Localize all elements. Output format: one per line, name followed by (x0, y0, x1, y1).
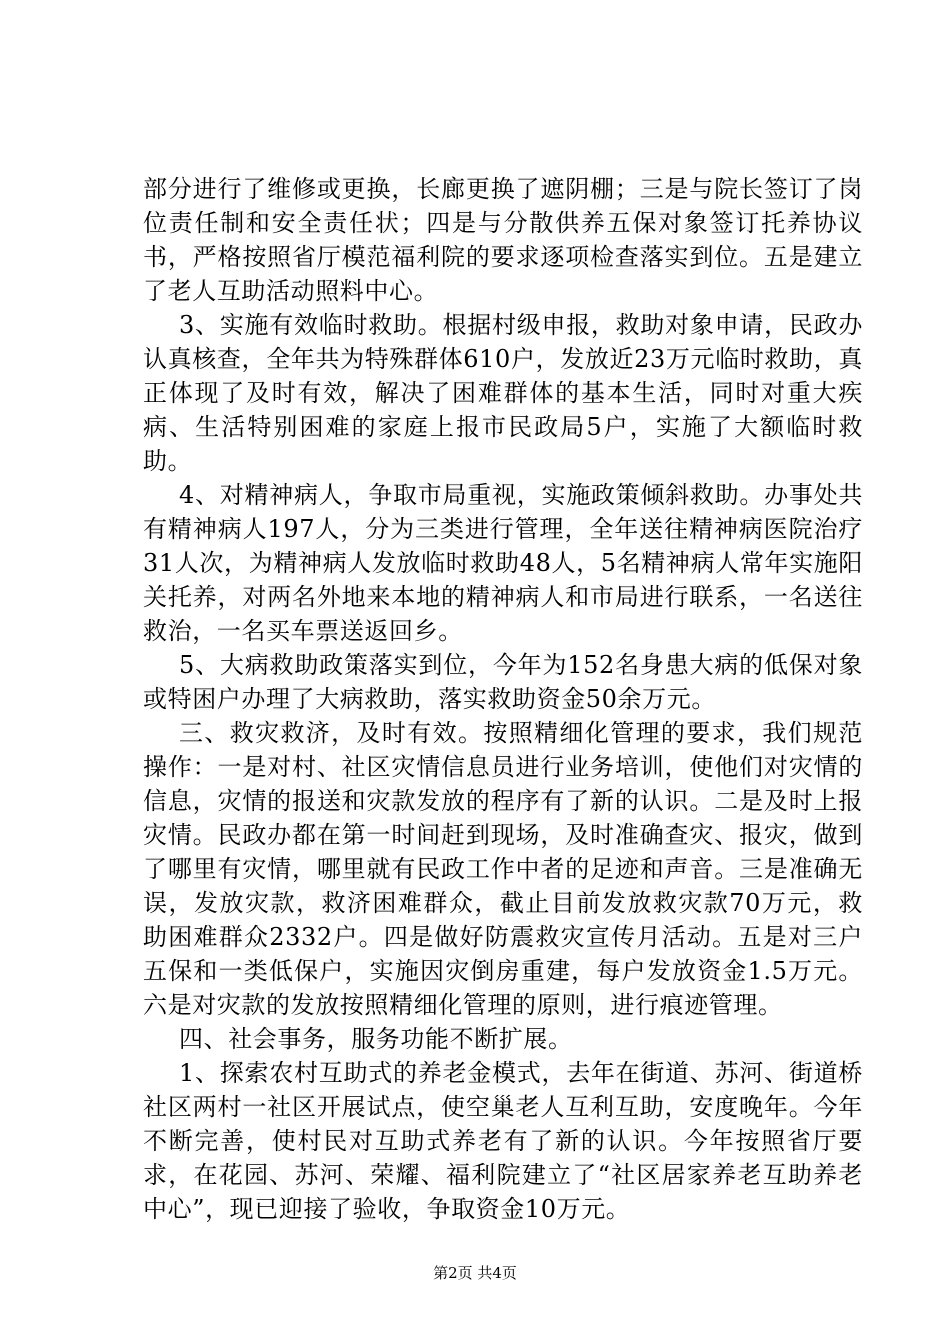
paragraph-mutual-aid-elderly-care: 1、探索农村互助式的养老金模式，去年在街道、苏河、街道桥社区两村一社区开展试点，使空巢老人互利互助，安度晚年。今年不断完善，使村民对互助式养老有了新的认识。今年按照省厅要求，在花园、苏河、荣耀、福利院建立了“社区居家养老互助养老中心”，现已迎接了验收，争取资金10万元。 (143, 1059, 863, 1223)
paragraph-continuation: 部分进行了维修或更换，长廊更换了遮阴棚；三是与院长签订了岗位责任制和安全责任状；四是与分散供养五保对象签订托养协议书，严格按照省厅模范福利院的要求逐项检查落实到位。五是建立了老人互助活动照料中心。 (143, 175, 863, 305)
page-number-footer: 第2页 共4页 (433, 1264, 517, 1282)
paragraph-serious-illness-relief: 5、大病救助政策落实到位，今年为152名身患大病的低保对象或特困户办理了大病救助，落实救助资金50余万元。 (143, 651, 863, 713)
section-heading-social-affairs: 四、社会事务，服务功能不断扩展。 (179, 1025, 573, 1053)
paragraph-temporary-relief: 3、实施有效临时救助。根据村级申报，救助对象申请，民政办认真核查，全年共为特殊群体610户，发放近23万元临时救助，真正体现了及时有效，解决了困难群体的基本生活，同时对重大疾病、生活特别困难的家庭上报市民政局5户，实施了大额临时救助。 (143, 311, 863, 475)
paragraph-mental-illness-relief: 4、对精神病人，争取市局重视，实施政策倾斜救助。办事处共有精神病人197人，分为三类进行管理，全年送往精神病医院治疗31人次，为精神病人发放临时救助48人，5名精神病人常年实施阳关托养，对两名外地来本地的精神病人和市局进行联系，一名送往救治，一名买车票送返回乡。 (143, 481, 863, 645)
paragraph-disaster-relief: 三、救灾救济，及时有效。按照精细化管理的要求，我们规范操作：一是对村、社区灾情信息员进行业务培训，使他们对灾情的信息，灾情的报送和灾款发放的程序有了新的认识。二是及时上报灾情。民政办都在第一时间赶到现场，及时准确查灾、报灾，做到了哪里有灾情，哪里就有民政工作中者的足迹和声音。三是准确无误，发放灾款，救济困难群众，截止目前发放救灾款70万元，救助困难群众2332户。四是做好防震救灾宣传月活动。五是对三户五保和一类低保户，实施因灾倒房重建，每户发放资金1.5万元。六是对灾款的发放按照精细化管理的原则，进行痕迹管理。 (143, 719, 863, 1019)
document-body (143, 172, 863, 1226)
